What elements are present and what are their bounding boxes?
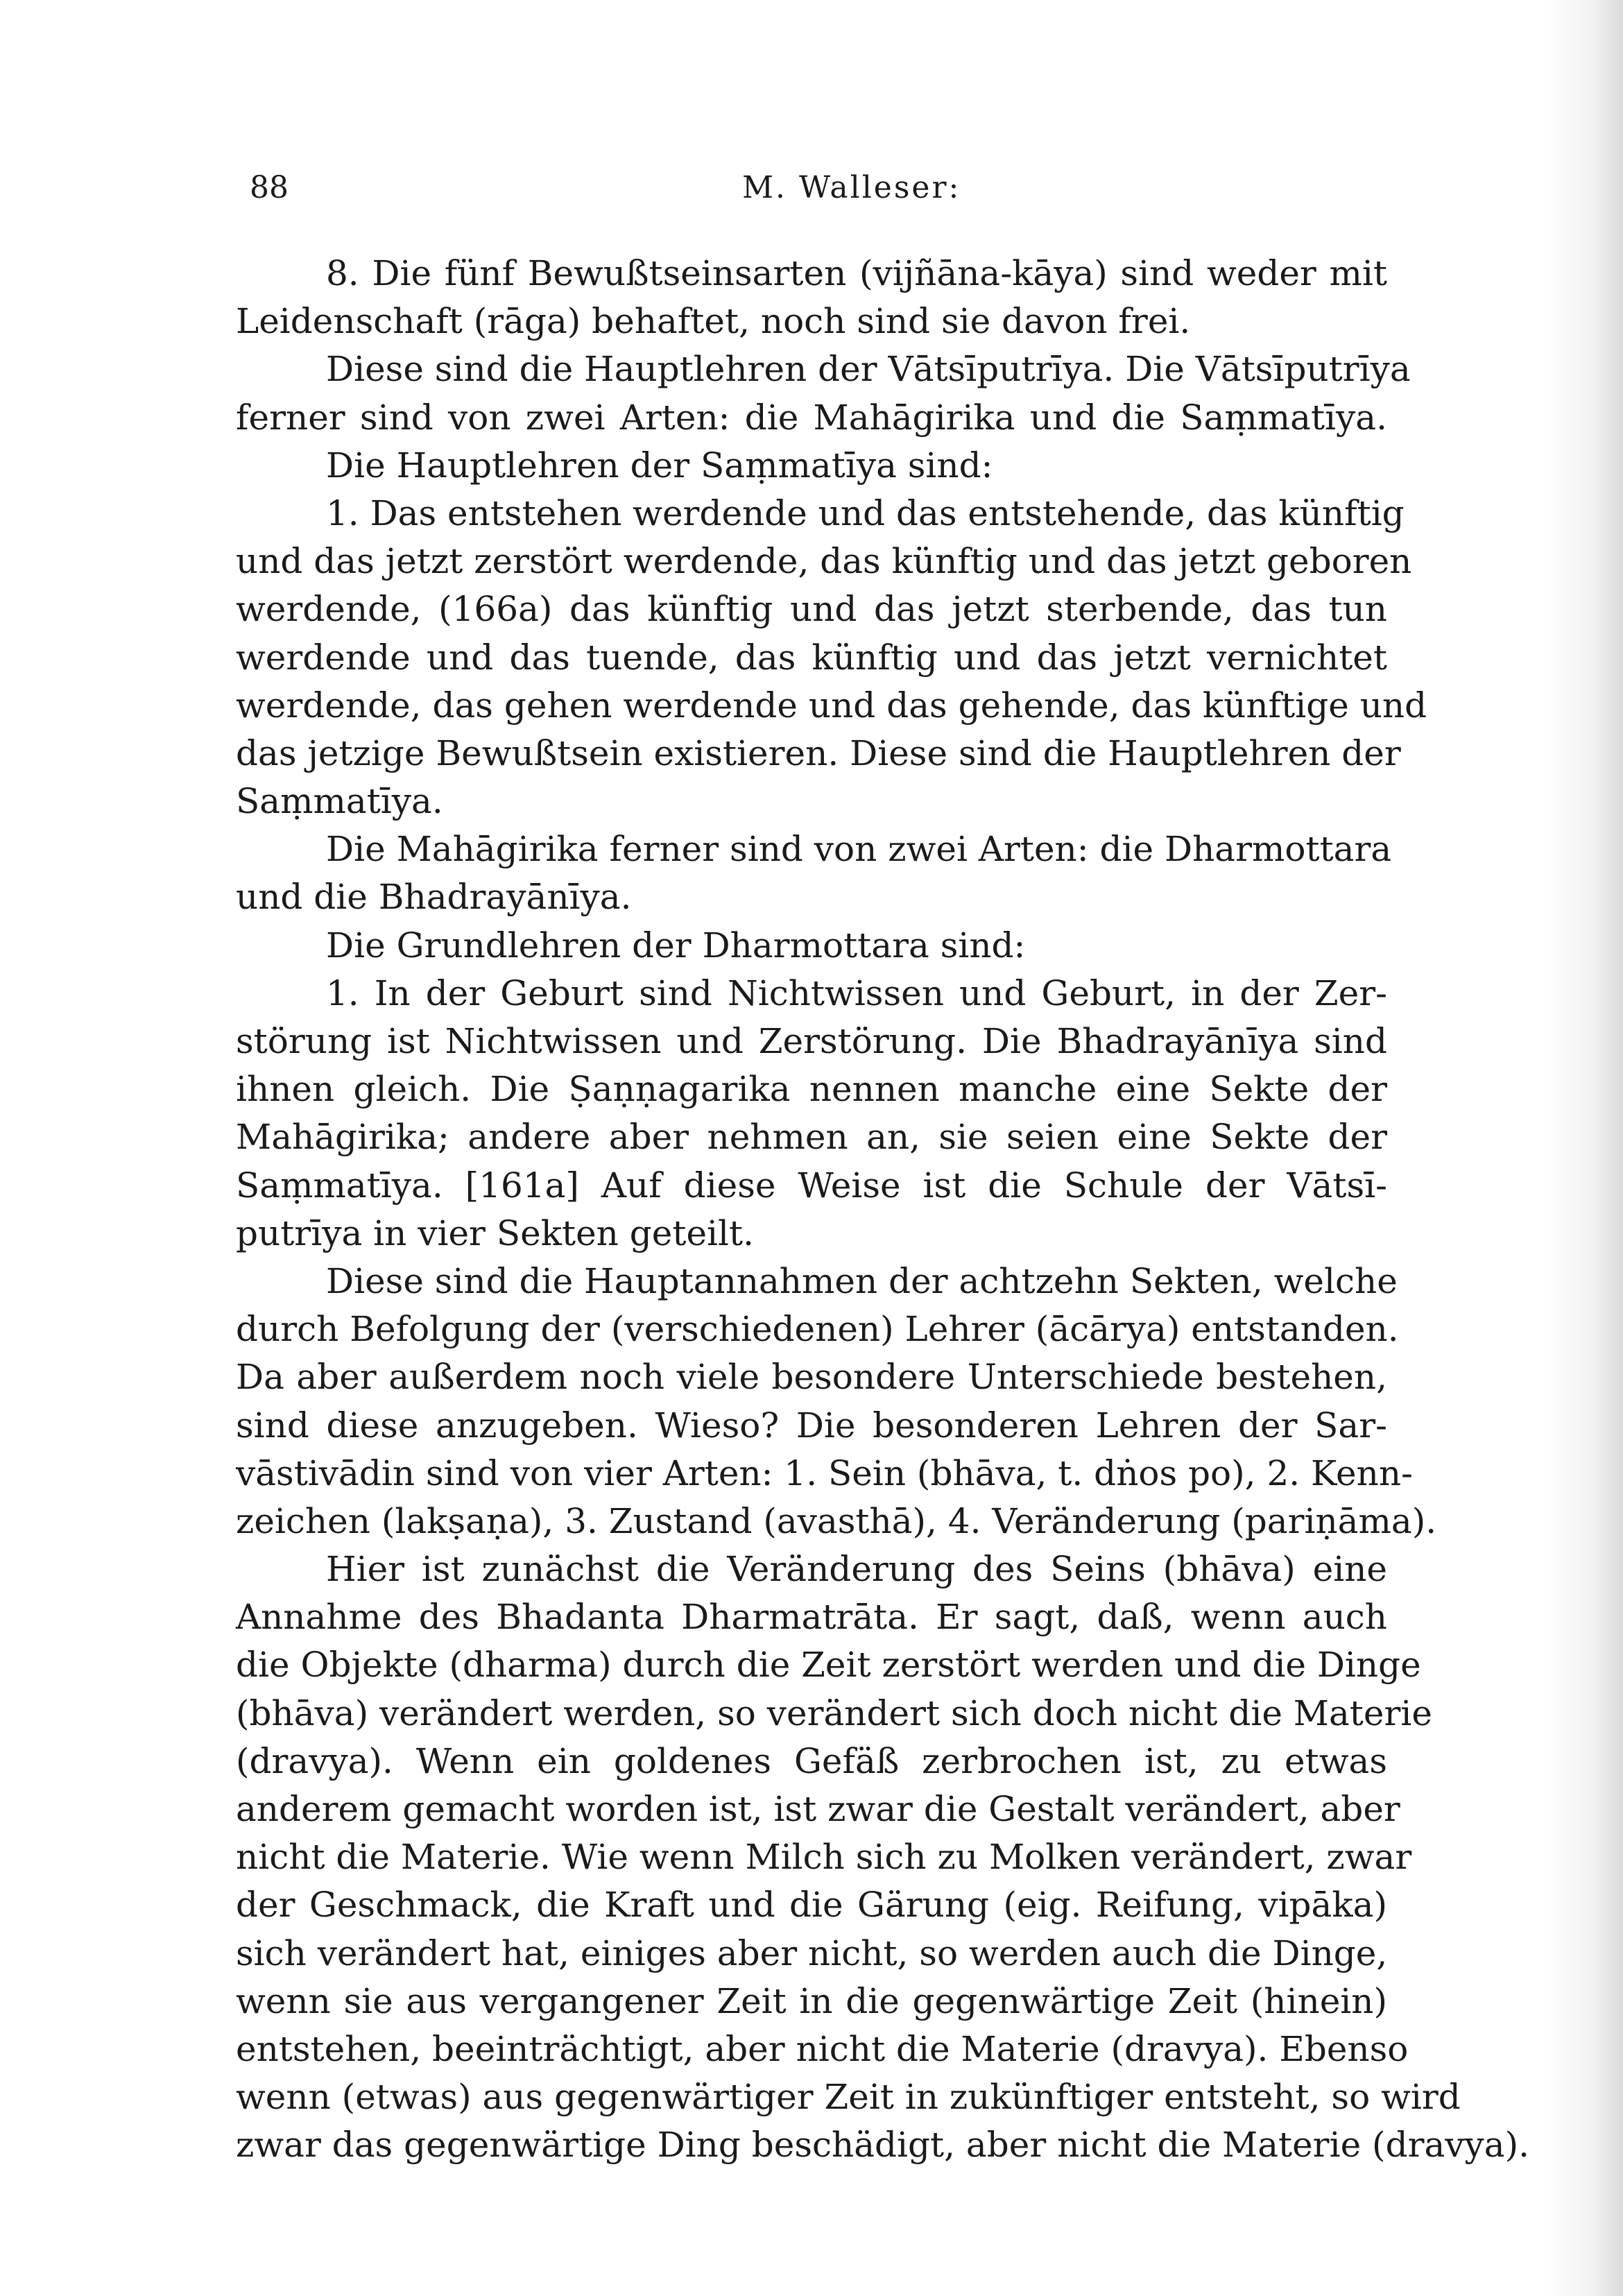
text-line: werdende, (166a) das künftig und das jetzt sterbende, das tun bbox=[236, 589, 1387, 630]
text-line: wenn sie aus vergangener Zeit in die gegenwärtige Zeit (hinein) bbox=[236, 1980, 1387, 2021]
text-line: Annahme des Bhadanta Dharmatrāta. Er sagt, daß, wenn auch bbox=[236, 1597, 1387, 1638]
text-line: Saṃmatīya. [161a] Auf diese Weise ist die Schule der Vātsī- bbox=[236, 1165, 1387, 1206]
text-line: Saṃmatīya. bbox=[236, 781, 443, 822]
text-line: Die Hauptlehren der Saṃmatīya sind: bbox=[326, 445, 993, 486]
text-line: Da aber außerdem noch viele besondere Unterschiede bestehen, bbox=[236, 1357, 1387, 1398]
text-line: Die Grundlehren der Dharmottara sind: bbox=[326, 925, 1026, 966]
text-line: Die Mahāgirika ferner sind von zwei Arten: die Dharmottara bbox=[326, 829, 1392, 870]
running-head: M. Walleser: bbox=[742, 170, 961, 205]
text-line: und die Bhadrayānīya. bbox=[236, 877, 632, 918]
text-line: der Geschmack, die Kraft und die Gärung (eig. Reifung, vipāka) bbox=[236, 1885, 1387, 1926]
text-line: zwar das gegenwärtige Ding beschädigt, aber nicht die Materie (dravya). bbox=[236, 2125, 1529, 2166]
text-line: ferner sind von zwei Arten: die Mahāgirika und die Saṃmatīya. bbox=[236, 397, 1387, 438]
text-line: 1. In der Geburt sind Nichtwissen und Geburt, in der Zer- bbox=[326, 973, 1387, 1013]
page-number: 88 bbox=[250, 170, 289, 205]
text-line: Diese sind die Hauptannahmen der achtzehn Sekten, welche bbox=[326, 1260, 1398, 1301]
text-line: ihnen gleich. Die Ṣaṇṇagarika nennen manche eine Sekte der bbox=[236, 1069, 1387, 1110]
text-line: störung ist Nichtwissen und Zerstörung. Die Bhadrayānīya sind bbox=[236, 1021, 1387, 1061]
text-line: entstehen, beeinträchtigt, aber nicht die Materie (dravya). Ebenso bbox=[236, 2028, 1409, 2069]
text-line: zeichen (lakṣaṇa), 3. Zustand (avasthā), 4. Veränderung (pariṇāma). bbox=[236, 1500, 1437, 1541]
text-line: wenn (etwas) aus gegenwärtiger Zeit in zukünftiger entsteht, so wird bbox=[236, 2077, 1461, 2118]
text-line: die Objekte (dharma) durch die Zeit zerstört werden und die Dinge bbox=[236, 1645, 1421, 1686]
text-line: anderem gemacht worden ist, ist zwar die Gestalt verändert, aber bbox=[236, 1789, 1400, 1829]
text-line: nicht die Materie. Wie wenn Milch sich zu Molken verändert, zwar bbox=[236, 1837, 1412, 1878]
text-line: werdende und das tuende, das künftig und das jetzt vernichtet bbox=[236, 637, 1387, 678]
text-line: 1. Das entstehen werdende und das entstehende, das künftig bbox=[326, 492, 1405, 533]
body-text bbox=[236, 250, 1529, 2170]
text-line: putrīya in vier Sekten geteilt. bbox=[236, 1213, 755, 1253]
text-line: sind diese anzugeben. Wieso? Die besonderen Lehren der Sar- bbox=[236, 1405, 1387, 1446]
text-line: das jetzige Bewußtsein existieren. Diese sind die Hauptlehren der bbox=[236, 733, 1401, 773]
text-line: werdende, das gehen werdende und das gehende, das künftige und bbox=[236, 685, 1427, 726]
text-line: Hier ist zunächst die Veränderung des Seins (bhāva) eine bbox=[326, 1549, 1387, 1590]
text-line: (dravya). Wenn ein goldenes Gefäß zerbrochen ist, zu etwas bbox=[236, 1740, 1387, 1781]
page-header bbox=[250, 170, 1401, 219]
text-line: durch Befolgung der (verschiedenen) Lehrer (ācārya) entstanden. bbox=[236, 1309, 1399, 1350]
text-line: 8. Die fünf Bewußtseinsarten (vijñāna-kāya) sind weder mit bbox=[326, 253, 1387, 293]
text-line: Diese sind die Hauptlehren der Vātsīputrīya. Die Vātsīputrīya bbox=[326, 349, 1411, 390]
scan-edge-shadow bbox=[1547, 0, 1623, 2296]
text-line: und das jetzt zerstört werdende, das künftig und das jetzt geboren bbox=[236, 541, 1412, 582]
text-line: Leidenschaft (rāga) behaftet, noch sind sie davon frei. bbox=[236, 301, 1191, 342]
text-line: sich verändert hat, einiges aber nicht, so werden auch die Dinge, bbox=[236, 1933, 1388, 1973]
text-line: Mahāgirika; andere aber nehmen an, sie seien eine Sekte der bbox=[236, 1117, 1387, 1158]
text-line: vāstivādin sind von vier Arten: 1. Sein (bhāva, t. dṅos po), 2. Kenn- bbox=[236, 1453, 1413, 1493]
text-line: (bhāva) verändert werden, so verändert sich doch nicht die Materie bbox=[236, 1693, 1432, 1733]
